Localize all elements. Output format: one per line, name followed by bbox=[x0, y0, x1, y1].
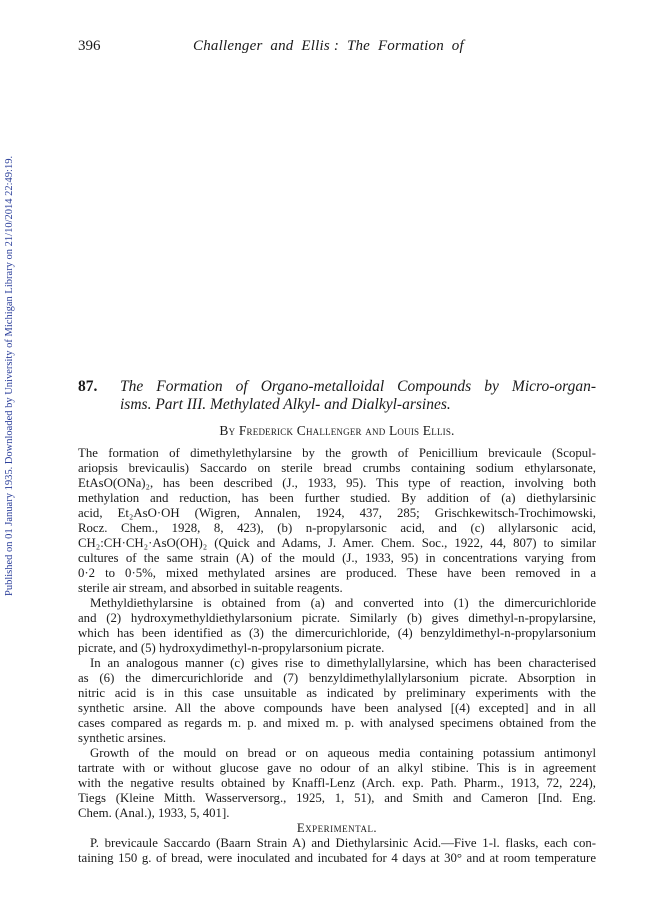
text-line: taining 150 g. of bread, were inoculated and incubated for 4 days at 30° and at room temperature bbox=[78, 851, 596, 865]
text-line: sterile air stream, and absorbed in suitable reagents. bbox=[78, 581, 343, 595]
text-line: nitric acid is in this case unsuitable as indicated by preliminary experiments with the bbox=[78, 686, 596, 700]
text-line: cultures of the same strain (A) of the mould (J., 1933, 95) in concentrations varying from bbox=[78, 551, 596, 565]
article-title-line-2: isms. Part III. Methylated Alkyl- and Dialkyl-arsines. bbox=[120, 396, 451, 413]
running-title: Challenger and Ellis : The Formation of bbox=[193, 38, 464, 54]
byline: By Frederick Challenger and Louis Ellis. bbox=[219, 423, 455, 438]
text-line: Methyldiethylarsine is obtained from (a) and converted into (1) the dimercurichloride bbox=[90, 596, 596, 610]
text-line: The formation of dimethylethylarsine by the growth of Penicillium brevicaule (Scopul- bbox=[78, 446, 596, 460]
text-line: acid, Et₂AsO·OH (Wigren, Annalen, 1924, 437, 285; Grischkewitsch-Trochimowski, bbox=[78, 506, 596, 520]
section-heading: Experimental. bbox=[296, 821, 378, 835]
running-header bbox=[78, 38, 594, 58]
download-notice bbox=[3, 124, 17, 596]
text-line: 0·2 to 0·5%, mixed methylated arsines are produced. These have been removed in a bbox=[78, 566, 596, 580]
text-line: Chem. (Anal.), 1933, 5, 401]. bbox=[78, 806, 230, 820]
text-line: Rocz. Chem., 1928, 8, 423), (b) n-propylarsonic acid, and (c) allylarsonic acid, bbox=[78, 521, 596, 535]
text-line: cases compared as regards m. p. and mixed m. p. with analysed specimens obtained from the bbox=[78, 716, 596, 730]
text-line: CH₂:CH·CH₂·AsO(OH)₂ (Quick and Adams, J. Amer. Chem. Soc., 1922, 44, 807) to similar bbox=[78, 536, 596, 550]
text-line: EtAsO(ONa)₂, has been described (J., 1933, 95). This type of reaction, involving both bbox=[78, 476, 596, 490]
text-line: Tiegs (Kleine Mitth. Wasserversorg., 1925, 1, 51), and Smith and Cameron [Ind. Eng. bbox=[78, 791, 596, 805]
text-line: synthetic arsines. bbox=[78, 731, 167, 745]
text-line: In an analogous manner (c) gives rise to dimethylallylarsine, which has been characterised bbox=[90, 656, 596, 670]
download-notice-text: Published on 01 January 1935. Downloaded by University of Michigan Library on 21/10/2014 22:49:19. bbox=[4, 155, 15, 596]
text-line: ariopsis brevicaulis) Saccardo on sterile bread crumbs containing sodium ethylarsonate, bbox=[78, 461, 596, 475]
article-title-line-1: The Formation of Organo-metalloidal Compounds by Micro-organ- bbox=[120, 378, 596, 395]
article-number: 87. bbox=[78, 378, 98, 395]
text-line: Growth of the mould on bread or on aqueous media containing potassium antimonyl bbox=[90, 746, 596, 760]
body-text bbox=[78, 446, 596, 866]
text-line: which has been identified as (3) the dimercurichloride, (4) benzyldimethyl-n-propylarsonium bbox=[78, 626, 596, 640]
text-line: tartrate with or without glucose gave no odour of an alkyl stibine. This is in agreement bbox=[78, 761, 596, 775]
text-line: P. brevicaule Saccardo (Baarn Strain A) and Diethylarsinic Acid.—Five 1-l. flasks, each con- bbox=[90, 836, 596, 850]
text-line: synthetic arsine. All the above compounds have been analysed [(4) excepted] and in all bbox=[78, 701, 596, 715]
text-line: with the negative results obtained by Knaffl-Lenz (Arch. exp. Path. Pharm., 1913, 72, 224), bbox=[78, 776, 596, 790]
text-line: as (6) the dimercurichloride and (7) benzyldimethylallylarsonium picrate. Absorption in bbox=[78, 671, 596, 685]
text-line: and (2) hydroxymethyldiethylarsonium picrate. Similarly (b) gives dimethyl-n-propylarsine, bbox=[78, 611, 596, 625]
text-line: methylation and reduction, has been further studied. By addition of (a) diethylarsinic bbox=[78, 491, 596, 505]
text-line: picrate, and (5) hydroxydimethyl-n-propylarsonium picrate. bbox=[78, 641, 385, 655]
page-number: 396 bbox=[78, 38, 101, 54]
